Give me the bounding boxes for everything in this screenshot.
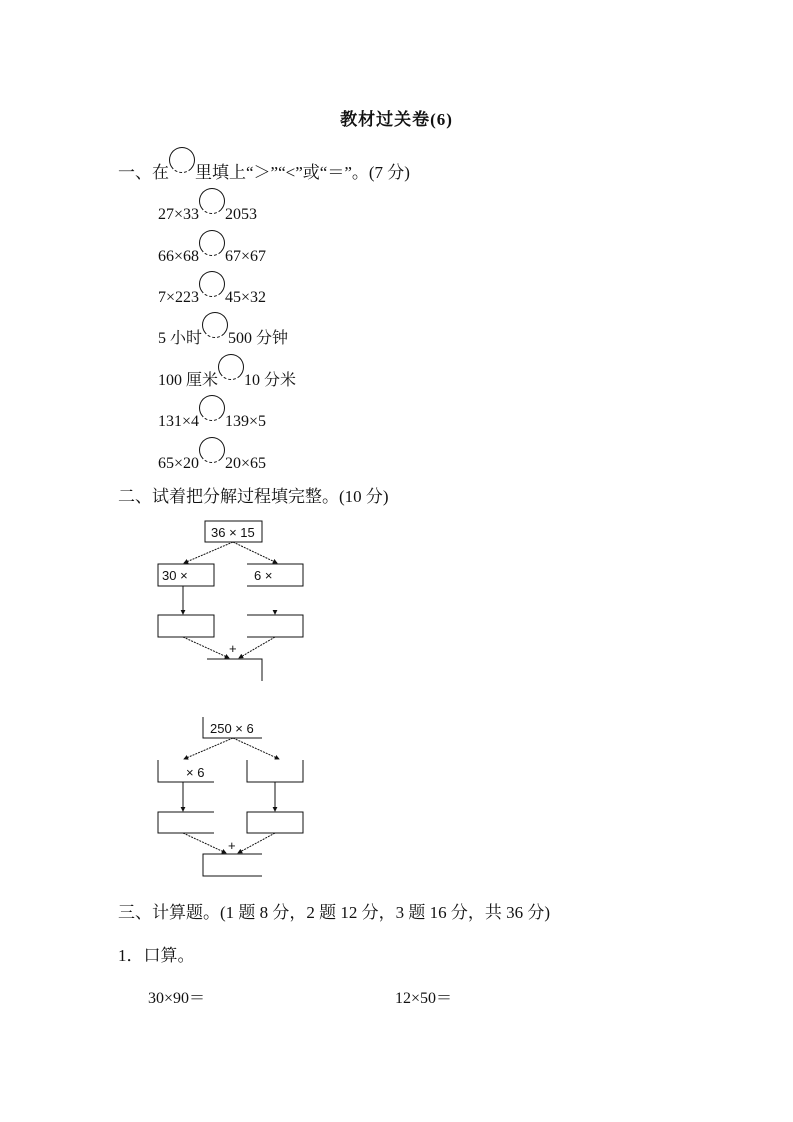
- oral-calc-label: 1．口算。: [118, 946, 195, 965]
- oral-calc-problem: 12×50＝: [395, 990, 453, 1007]
- compare-right: 2053: [225, 206, 258, 223]
- oral-calc-problem: 30×90＝: [148, 990, 206, 1007]
- arrow-icon: [233, 738, 279, 759]
- compare-left: 27×33: [158, 206, 200, 223]
- section2-heading: 二、试着把分解过程填完整。(10 分): [118, 487, 389, 506]
- d1-right-mid-text: 6 ×: [254, 568, 273, 583]
- compare-right: 139×5: [225, 413, 267, 430]
- d2-result-box[interactable]: [203, 854, 262, 876]
- compare-left: 131×4: [158, 413, 200, 430]
- d2-right-low-box[interactable]: [247, 812, 303, 833]
- d1-left-low-box[interactable]: [158, 615, 214, 637]
- arrow-icon: [238, 833, 275, 853]
- d2-left-low-box[interactable]: [158, 812, 214, 833]
- compare-left: 7×223: [158, 289, 200, 306]
- d1-top-text: 36 × 15: [211, 525, 255, 540]
- arrow-icon: [239, 637, 275, 658]
- compare-left: 100 厘米: [158, 372, 219, 389]
- arrow-icon: [184, 738, 233, 759]
- compare-right: 500 分钟: [228, 330, 289, 347]
- compare-right: 20×65: [225, 455, 267, 472]
- d1-plus-sign: +: [229, 641, 237, 656]
- page-title: 教材过关卷(6): [340, 110, 453, 129]
- compare-right: 45×32: [225, 289, 267, 306]
- arrow-icon: [183, 637, 229, 658]
- compare-right: 10 分米: [244, 372, 297, 389]
- d2-plus-sign: +: [228, 838, 236, 853]
- compare-left: 66×68: [158, 248, 200, 265]
- compare-left: 5 小时: [158, 330, 203, 347]
- compare-left: 65×20: [158, 455, 200, 472]
- section1-heading-suffix: 里填上“＞”“<”或“＝”。(7 分): [195, 163, 410, 182]
- d2-right-mid-box[interactable]: [247, 760, 303, 782]
- d2-left-mid-text: × 6: [186, 765, 205, 780]
- d1-left-mid-text: 30 ×: [162, 568, 188, 583]
- d1-result-box[interactable]: [207, 659, 262, 681]
- diagram-1: [158, 521, 303, 681]
- arrow-icon: [233, 542, 277, 563]
- d2-top-text: 250 × 6: [210, 721, 254, 736]
- compare-right: 67×67: [225, 248, 267, 265]
- section3-heading: 三、计算题。(1 题 8 分，2 题 12 分，3 题 16 分，共 36 分): [118, 903, 551, 922]
- d1-right-low-box[interactable]: [247, 615, 303, 637]
- arrow-icon: [183, 833, 226, 853]
- section1-heading-prefix: 一、在: [118, 163, 169, 182]
- arrow-icon: [184, 542, 233, 563]
